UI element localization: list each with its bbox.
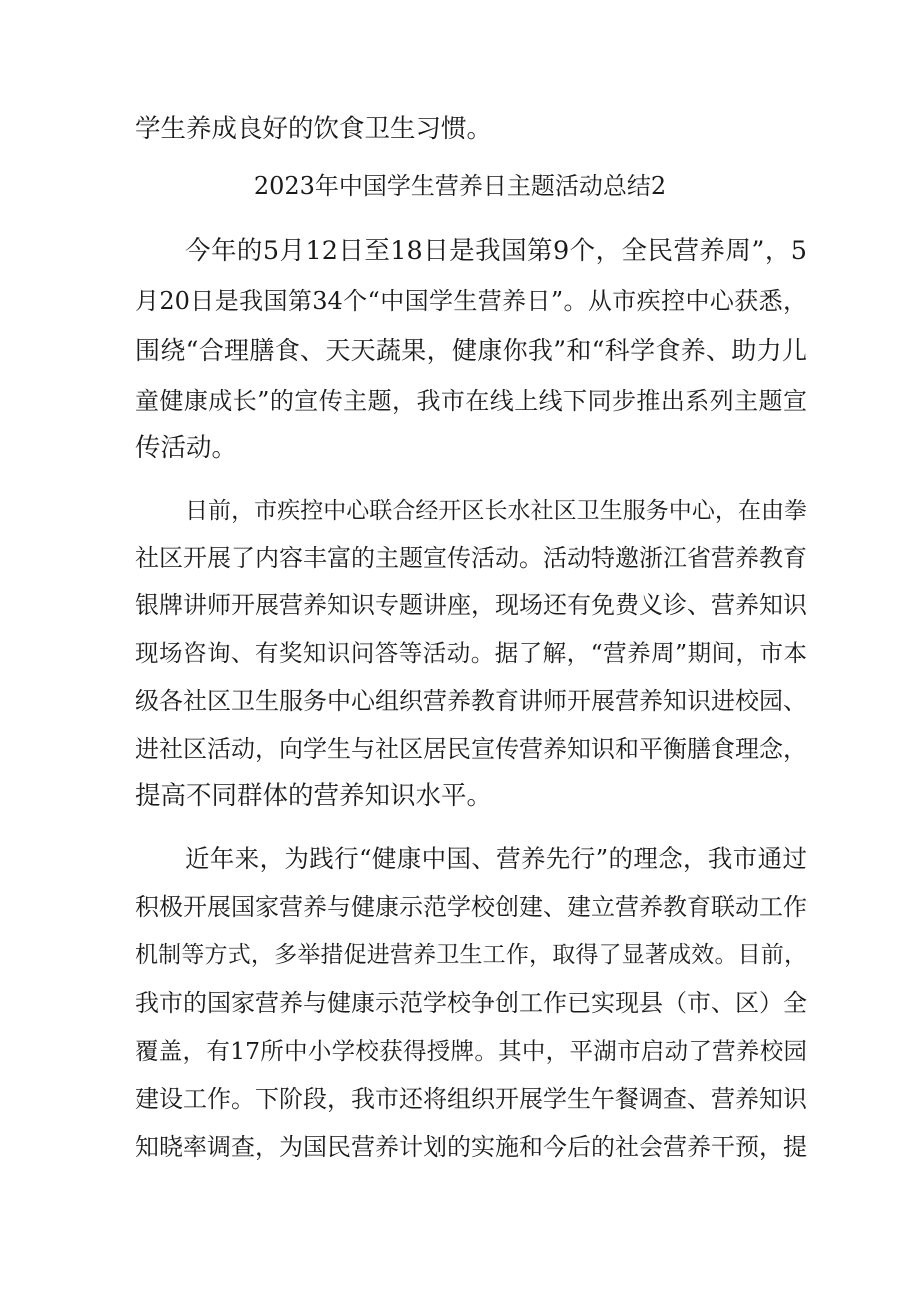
paragraph-line: 现场咨询、有奖知识问答等活动。据了解，“营养周”期间，市本 (135, 639, 807, 667)
paragraph-line: 围绕“合理膳食、天天蔬果，健康你我”和“科学食养、助力儿 (135, 336, 807, 365)
paragraph-line: 近年来，为践行“健康中国、营养先行”的理念，我市通过 (185, 844, 807, 873)
paragraph-line: 童健康成长”的宣传主题，我市在线上线下同步推出系列主题宣 (135, 387, 807, 415)
paragraph-line: 覆盖，有17所中小学校获得授牌。其中，平湖市启动了营养校园 (135, 1037, 807, 1065)
paragraph-line: 机制等方式，多举措促进营养卫生工作，取得了显著成效。目前， (135, 942, 807, 968)
paragraph-line: 提高不同群体的营养知识水平。 (135, 781, 493, 811)
carryover-line: 学生养成良好的饮食卫生习惯。 (135, 114, 493, 144)
paragraph-line: 今年的5月12日至18日是我国第9个，全民营养周”，5 (185, 236, 807, 266)
paragraph-line: 建设工作。下阶段，我市还将组织开展学生午餐调查、营养知识 (135, 1085, 807, 1113)
paragraph-line: 银牌讲师开展营养知识专题讲座，现场还有免费义诊、营养知识 (135, 591, 807, 619)
paragraph-line: 积极开展国家营养与健康示范学校创建、建立营养教育联动工作 (135, 893, 807, 921)
paragraph-line: 进社区活动，向学生与社区居民宣传营养知识和平衡膳食理念， (135, 735, 807, 763)
paragraph-line: 日前，市疾控中心联合经开区长水社区卫生服务中心，在由拳 (185, 498, 807, 524)
paragraph-line: 知晓率调查，为国民营养计划的实施和今后的社会营养干预，提 (135, 1133, 807, 1161)
paragraph-line: 我市的国家营养与健康示范学校争创工作已实现县（市、区）全 (135, 989, 807, 1017)
paragraph-line: 传活动。 (135, 433, 238, 463)
paragraph-line: 级各社区卫生服务中心组织营养教育讲师开展营养知识进校园、 (135, 687, 807, 715)
document-title: 2023年中国学生营养日主题活动总结2 (253, 172, 667, 200)
paragraph-line: 月20日是我国第34个“中国学生营养日”。从市疾控中心获悉， (135, 287, 807, 315)
paragraph-line: 社区开展了内容丰富的主题宣传活动。活动特邀浙江省营养教育 (135, 544, 807, 572)
